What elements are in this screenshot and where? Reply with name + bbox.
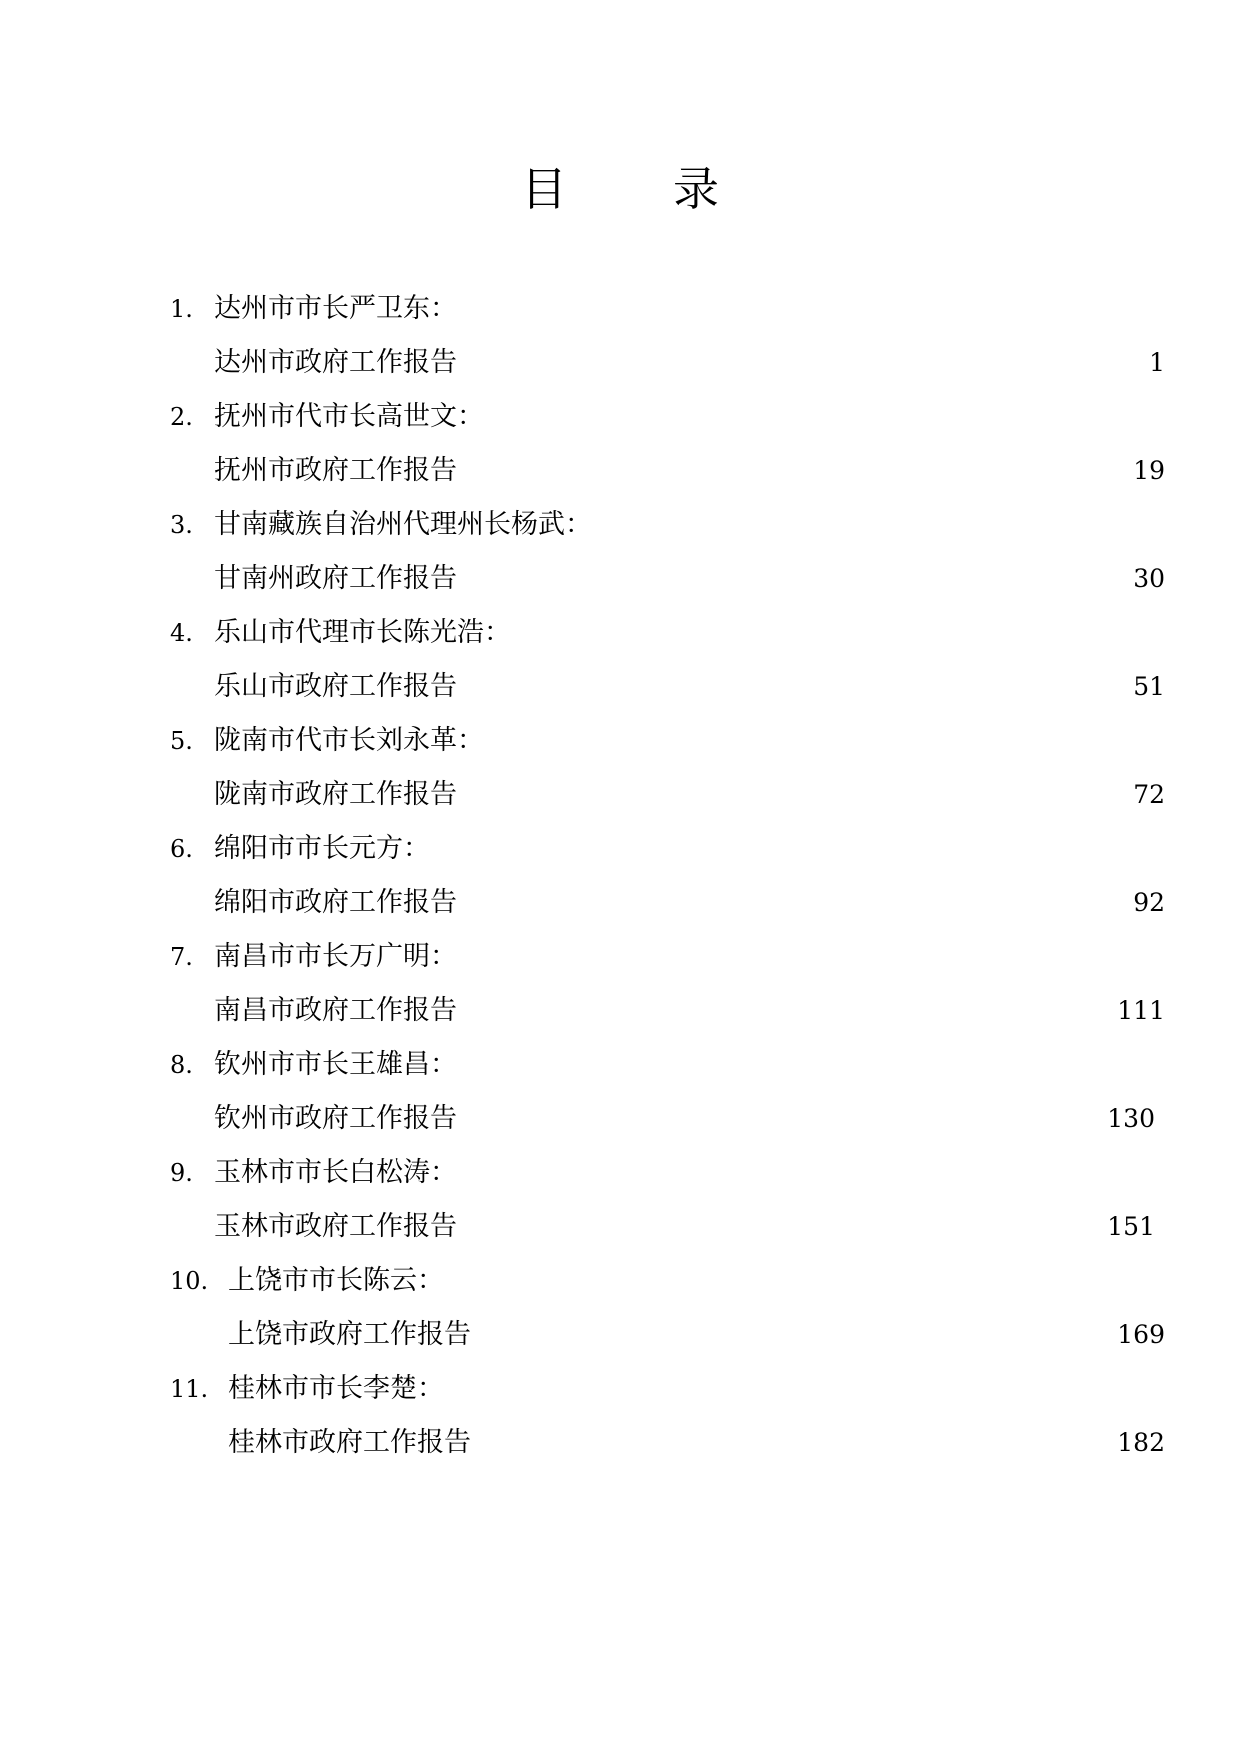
- toc-entry-report-line: [0, 1308, 1240, 1362]
- toc-entry-report-line: [0, 1092, 1240, 1146]
- entry-page-number: 130: [1107, 1104, 1155, 1133]
- entry-page-number: 169: [1117, 1320, 1165, 1349]
- toc-entry-report-line: [0, 876, 1240, 930]
- toc-entry-report-line: [0, 1416, 1240, 1470]
- entry-speaker: 达州市市长严卫东：: [214, 293, 457, 324]
- toc-entry[interactable]: [0, 1362, 1240, 1470]
- entry-number: 10.: [170, 1267, 209, 1295]
- toc-list: [0, 282, 1240, 1470]
- entry-speaker: 南昌市市长万广明：: [214, 941, 457, 972]
- toc-entry[interactable]: [0, 714, 1240, 822]
- entry-report-title: 南昌市政府工作报告: [214, 995, 457, 1026]
- entry-number: 5.: [170, 727, 193, 755]
- entry-page-number: 72: [1133, 780, 1165, 809]
- entry-page-number: 151: [1107, 1212, 1155, 1241]
- toc-entry-heading: [0, 714, 1240, 768]
- entry-report-title: 抚州市政府工作报告: [214, 455, 457, 486]
- entry-page-number: 30: [1133, 564, 1165, 593]
- entry-report-title: 钦州市政府工作报告: [214, 1103, 457, 1134]
- toc-entry[interactable]: [0, 282, 1240, 390]
- entry-number: 1.: [170, 295, 193, 323]
- entry-speaker: 钦州市市长王雄昌：: [214, 1049, 457, 1080]
- toc-entry[interactable]: [0, 498, 1240, 606]
- toc-entry[interactable]: [0, 1254, 1240, 1362]
- toc-entry-report-line: [0, 336, 1240, 390]
- entry-number: 2.: [170, 403, 193, 431]
- entry-number: 4.: [170, 619, 193, 647]
- toc-entry[interactable]: [0, 822, 1240, 930]
- toc-entry-heading: [0, 606, 1240, 660]
- toc-entry-heading: [0, 930, 1240, 984]
- toc-entry-heading: [0, 1038, 1240, 1092]
- toc-entry[interactable]: [0, 930, 1240, 1038]
- entry-report-title: 达州市政府工作报告: [214, 347, 457, 378]
- entry-page-number: 19: [1133, 456, 1165, 485]
- toc-entry-report-line: [0, 984, 1240, 1038]
- entry-number: 7.: [170, 943, 193, 971]
- toc-entry[interactable]: [0, 606, 1240, 714]
- entry-speaker: 乐山市代理市长陈光浩：: [214, 617, 511, 648]
- entry-page-number: 51: [1133, 672, 1165, 701]
- toc-entry-heading: [0, 390, 1240, 444]
- entry-number: 8.: [170, 1051, 193, 1079]
- toc-entry-heading: [0, 1254, 1240, 1308]
- toc-entry[interactable]: [0, 1146, 1240, 1254]
- entry-speaker: 甘南藏族自治州代理州长杨武：: [214, 509, 592, 540]
- entry-speaker: 上饶市市长陈云：: [228, 1265, 444, 1296]
- toc-entry-heading: [0, 498, 1240, 552]
- toc-title: 目 录: [521, 162, 749, 216]
- toc-entry-heading: [0, 822, 1240, 876]
- toc-entry-heading: [0, 1146, 1240, 1200]
- toc-entry[interactable]: [0, 390, 1240, 498]
- entry-page-number: 1: [1149, 348, 1165, 377]
- entry-speaker: 抚州市代市长高世文：: [214, 401, 484, 432]
- toc-entry-report-line: [0, 552, 1240, 606]
- entry-speaker: 绵阳市市长元方：: [214, 833, 430, 864]
- entry-page-number: 111: [1117, 996, 1165, 1025]
- entry-report-title: 陇南市政府工作报告: [214, 779, 457, 810]
- entry-report-title: 上饶市政府工作报告: [228, 1319, 471, 1350]
- toc-entry[interactable]: [0, 1038, 1240, 1146]
- entry-speaker: 陇南市代市长刘永革：: [214, 725, 484, 756]
- toc-entry-report-line: [0, 660, 1240, 714]
- entry-number: 11.: [170, 1375, 209, 1403]
- entry-report-title: 绵阳市政府工作报告: [214, 887, 457, 918]
- entry-number: 3.: [170, 511, 193, 539]
- entry-speaker: 玉林市市长白松涛：: [214, 1157, 457, 1188]
- entry-speaker: 桂林市市长李楚：: [228, 1373, 444, 1404]
- toc-entry-report-line: [0, 444, 1240, 498]
- toc-entry-report-line: [0, 1200, 1240, 1254]
- entry-report-title: 乐山市政府工作报告: [214, 671, 457, 702]
- entry-report-title: 甘南州政府工作报告: [214, 563, 457, 594]
- entry-report-title: 桂林市政府工作报告: [228, 1427, 471, 1458]
- toc-entry-heading: [0, 282, 1240, 336]
- entry-report-title: 玉林市政府工作报告: [214, 1211, 457, 1242]
- toc-entry-report-line: [0, 768, 1240, 822]
- entry-page-number: 92: [1133, 888, 1165, 917]
- toc-entry-heading: [0, 1362, 1240, 1416]
- entry-number: 9.: [170, 1159, 193, 1187]
- entry-page-number: 182: [1117, 1428, 1165, 1457]
- entry-number: 6.: [170, 835, 193, 863]
